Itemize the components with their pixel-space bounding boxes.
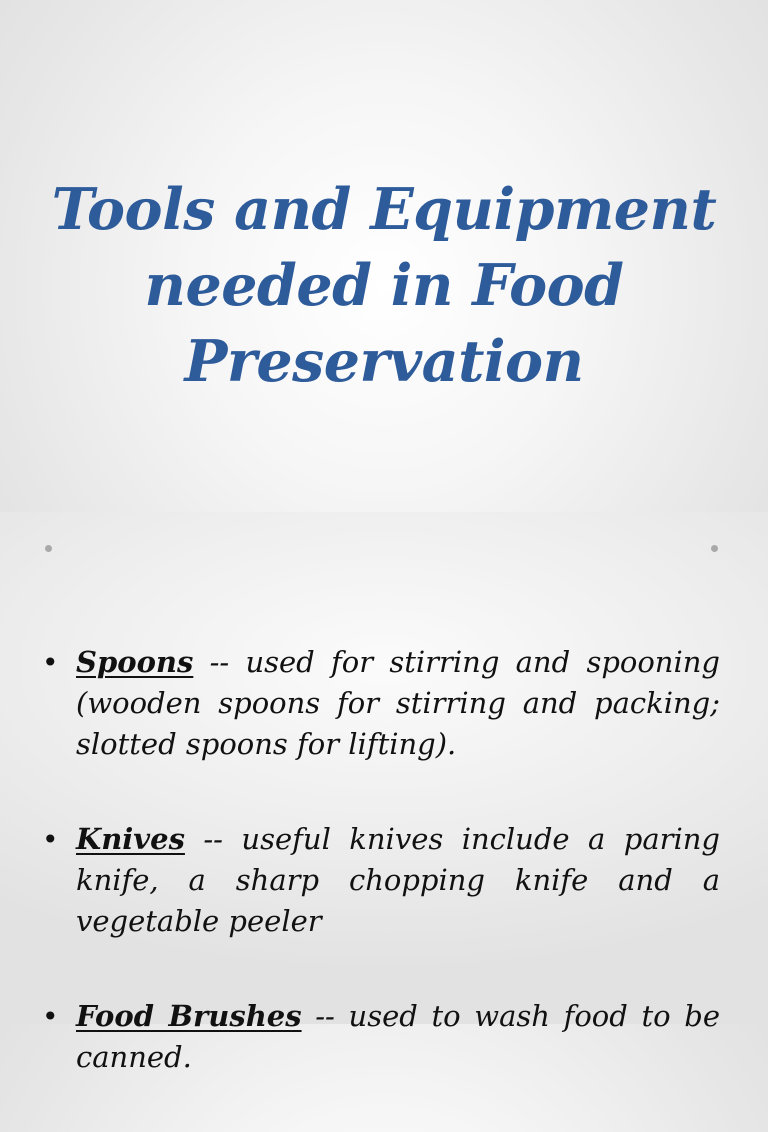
bullet-description: -- used to wash food to be canned. [76,999,720,1074]
bullet-item-food-brushes [40,996,720,1078]
bullet-description: -- useful knives include a paring knife, a sharp chopping knife and a vegetable peeler [76,822,720,938]
slide-title [40,172,728,400]
bullet-description: -- used for stirring and spooning (wooden spoons for stirring and packing; slotted spoons for lifting). [76,645,720,761]
bullet-term: Spoons [76,645,194,679]
bullet-icon: • [42,823,59,856]
bullet-term: Knives [76,822,185,856]
bullet-item-spoons [40,642,720,765]
title-line-1: Tools and Equipment [51,176,717,243]
slide-dot-left [45,545,52,552]
bullet-list [40,642,720,1132]
bullet-icon: • [42,1000,59,1033]
bullet-item-knives [40,819,720,942]
slide-dot-right [711,545,718,552]
title-line-3: Preservation [184,328,584,395]
title-slide [0,0,768,512]
title-line-2: needed in Food [144,252,624,319]
bullet-term: Food Brushes [76,999,302,1033]
bullet-icon: • [42,646,59,679]
